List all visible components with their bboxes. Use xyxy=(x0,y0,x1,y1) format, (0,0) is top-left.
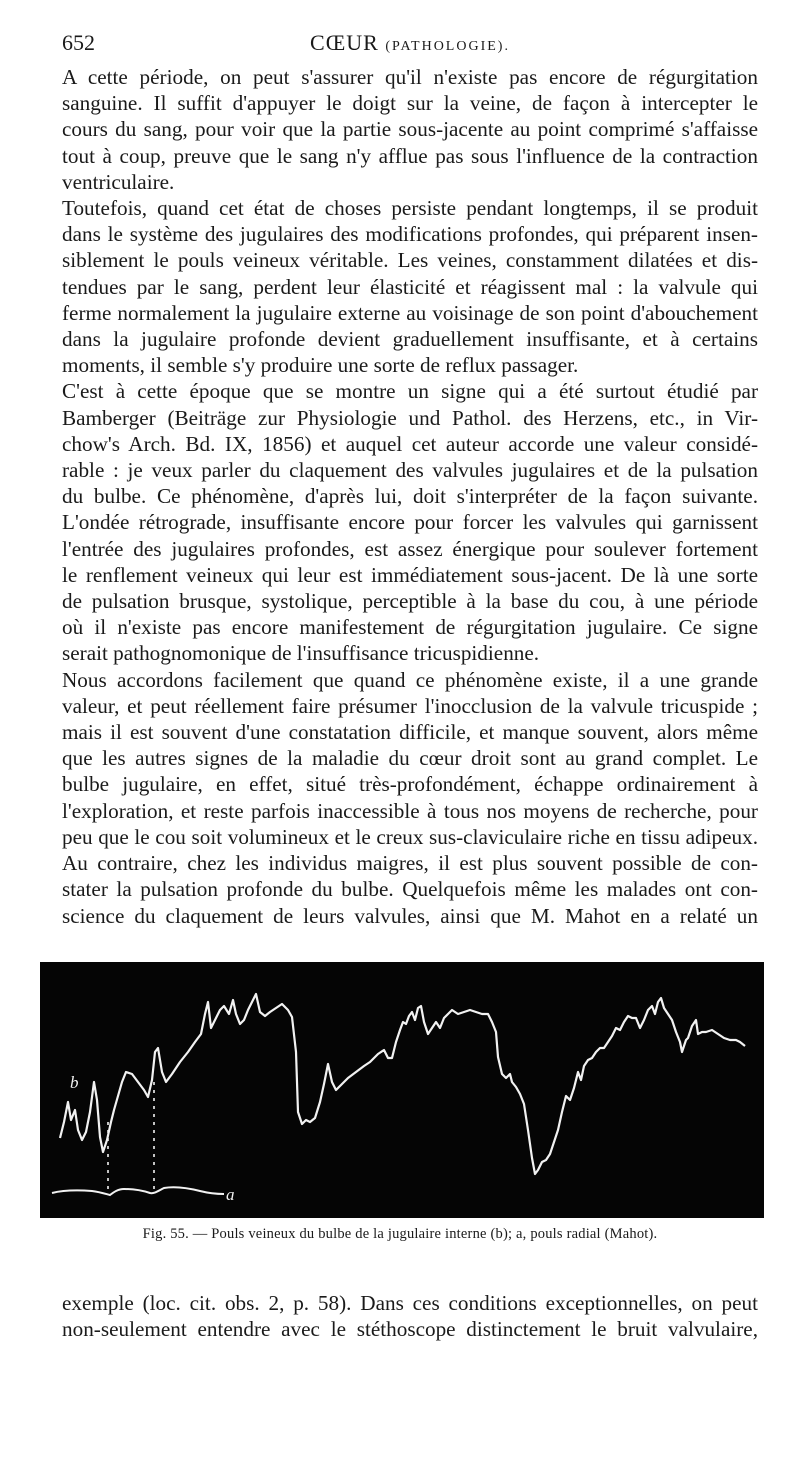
text-line: où il n'existe pas encore manifestement de régurgitation jugulaire. Ce signe xyxy=(62,615,758,640)
text-line: Au contraire, chez les individus maigres, il est plus souvent possible de con- xyxy=(62,851,758,876)
text-line: cours du sang, pour voir que la partie sous-jacente au point comprimé s'affaisse xyxy=(62,117,758,142)
paragraph-2 xyxy=(62,195,758,378)
page-number: 652 xyxy=(62,30,95,55)
figure-caption: Fig. 55. — Pouls veineux du bulbe de la jugulaire interne (b); a, pouls radial (Mahot). xyxy=(142,1226,658,1242)
text-line: dans le système des jugulaires des modifications profondes, qui préparent insen- xyxy=(62,222,758,247)
running-title xyxy=(62,30,758,56)
paragraph-3 xyxy=(62,378,758,666)
text-line: tendues par le sang, perdent leur élasticité et réagissent mal : la valvule qui xyxy=(62,274,758,299)
text-line: dans la jugulaire profonde devient graduellement insuffisante, et à certains xyxy=(62,327,758,352)
text-line: sanguine. Il suffit d'appuyer le doigt sur la veine, de façon à intercepter le xyxy=(62,91,758,116)
text-line: l'exploration, et reste parfois inaccessible à tous nos moyens de recherche, pour xyxy=(62,798,758,823)
text-line: du bulbe. Ce phénomène, d'après lui, doit s'interpréter de la façon suivante. xyxy=(62,484,758,509)
text-line: de pulsation brusque, systolique, perceptible à la base du cou, à une période xyxy=(62,589,758,614)
text-line: mais il est souvent d'une constatation difficile, et manque souvent, alors même xyxy=(62,720,758,745)
text-line: science du claquement de leurs valvules, ainsi que M. Mahot en a relaté un xyxy=(62,903,758,928)
text-line: serait pathognomonique de l'insuffisance tricuspidienne. xyxy=(62,641,540,666)
text-line: Bamberger (Beiträge zur Physiologie und Pathol. des Herzens, etc., in Vir- xyxy=(62,405,758,430)
pulse-tracing-figure xyxy=(40,962,764,1218)
body-text xyxy=(62,64,758,929)
text-line: C'est à cette époque que se montre un signe qui a été surtout étudié par xyxy=(62,379,758,404)
page-header xyxy=(62,30,758,58)
text-line: stater la pulsation profonde du bulbe. Quelquefois même les malades ont con- xyxy=(62,877,758,902)
text-line: chow's Arch. Bd. IX, 1856) et auquel cet auteur accorde une valeur considé- xyxy=(62,431,758,456)
body-text-continued xyxy=(62,1290,758,1342)
text-line: le renflement veineux qui leur est immédiatement sous-jacent. De là une sorte xyxy=(62,562,758,587)
text-line: Nous accordons facilement que quand ce phénomène existe, il a une grande xyxy=(62,667,758,692)
text-line: valeur, et peut réellement faire présumer l'inocclusion de la valvule tricuspide ; xyxy=(62,693,758,718)
text-line: bulbe jugulaire, en effet, situé très-profondément, échappe ordinairement à xyxy=(62,772,758,797)
text-line: rable : je veux parler du claquement des valvules jugulaires et de la pulsation xyxy=(62,458,758,483)
text-line: A cette période, on peut s'assurer qu'il n'existe pas encore de régurgitation xyxy=(62,65,758,89)
paragraph-4 xyxy=(62,667,758,929)
paragraph-1 xyxy=(62,64,758,195)
trace-label-b: b xyxy=(70,1073,79,1092)
text-line: L'ondée rétrograde, insuffisante encore pour forcer les valvules qui garnissent xyxy=(62,510,758,535)
running-title-main: CŒUR xyxy=(310,30,379,55)
paragraph-5 xyxy=(62,1290,758,1342)
text-line: l'entrée des jugulaires profondes, est assez énergique pour soulever fortement xyxy=(62,536,758,561)
text-line: ventriculaire. xyxy=(62,169,175,194)
text-line: exemple (loc. cit. obs. 2, p. 58). Dans ces conditions exceptionnelles, on peut xyxy=(62,1291,758,1315)
running-title-sub: (PATHOLOGIE). xyxy=(385,39,510,54)
trace-label-a: a xyxy=(226,1185,235,1204)
text-line: moments, il semble s'y produire une sorte de reflux passager. xyxy=(62,353,579,378)
text-line: ferme normalement la jugulaire externe au voisinage de son point d'abouchement xyxy=(62,300,758,325)
text-line: siblement le pouls veineux véritable. Les veines, constamment dilatées et dis- xyxy=(62,248,758,273)
text-line: que les autres signes de la maladie du cœur droit sont au grand complet. Le xyxy=(62,746,758,771)
text-line: Toutefois, quand cet état de choses persiste pendant longtemps, il se produit xyxy=(62,196,758,221)
text-line: peu que le cou soit volumineux et le creux sus-claviculaire riche en tissu adipeux. xyxy=(62,824,758,849)
pulse-tracing-svg xyxy=(40,962,764,1218)
text-line: non-seulement entendre avec le stéthoscope distinctement le bruit valvulaire, xyxy=(62,1317,758,1342)
text-line: tout à coup, preuve que le sang n'y afflue pas sous l'influence de la contraction xyxy=(62,143,758,168)
